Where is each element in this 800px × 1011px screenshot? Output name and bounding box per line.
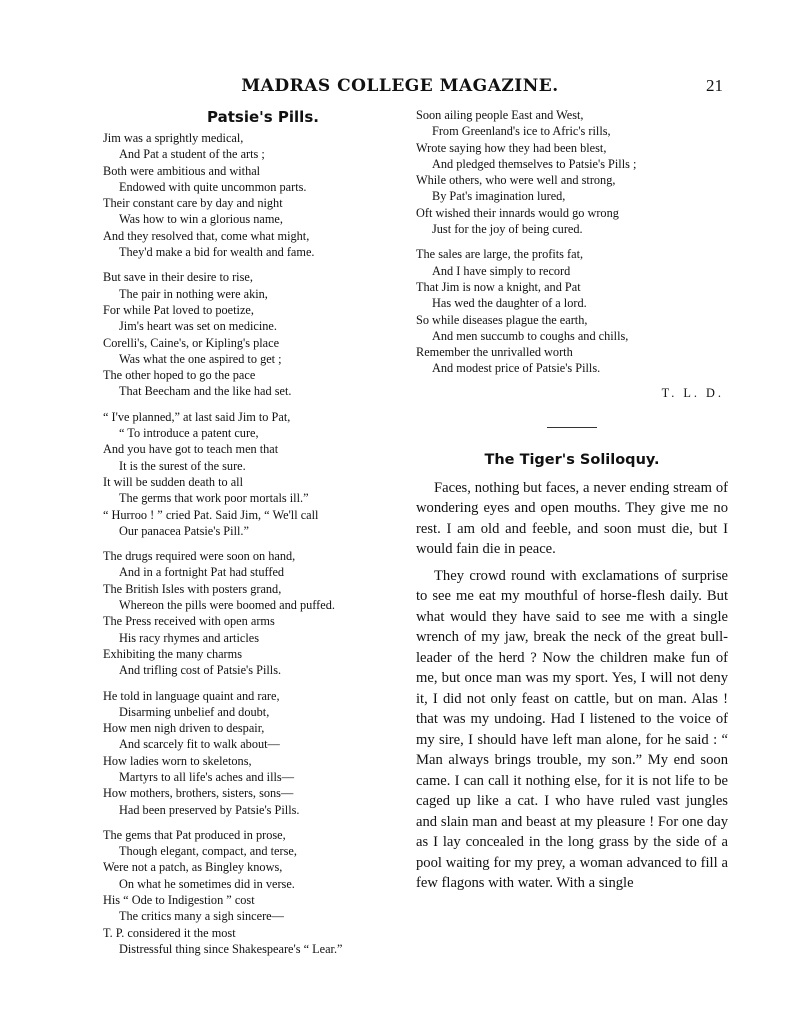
poem-line: That Beecham and the like had set. <box>119 384 292 399</box>
poem-line: Their constant care by day and night <box>103 196 283 211</box>
poem-line: His “ Ode to Indigestion ” cost <box>103 893 255 908</box>
poem-line: His racy rhymes and articles <box>119 630 259 645</box>
poem-line: Martyrs to all life's aches and ills— <box>119 769 295 784</box>
poem-line: By Pat's imagination lured, <box>432 189 566 204</box>
poem-line: How mothers, brothers, sisters, sons— <box>103 786 294 801</box>
poem-line: And Pat a student of the arts ; <box>119 147 265 162</box>
poem-stanzas-continued <box>416 107 728 377</box>
poem-signature: T. L. D. <box>661 385 724 400</box>
poem-line: “ To introduce a patent cure, <box>119 426 259 441</box>
page-header-title: MADRAS COLLEGE MAGAZINE. <box>241 76 559 96</box>
prose-paragraph: They crowd round with exclamations of surprise to see me eat my mouthful of horse-flesh daily. But what would they have said to see me with a single wrench of my jaw, break the neck of the great bull-leader of the herd ? Now the children make fun of me, but once man was my sport. Yes, I will not deny it, I did not only feast on cattle, but on man. Alas ! that was my undoing. Had I listened to the voice of my sire, I should have left man alone, for he said : “ Man always brings trouble, my son.” My end soon came. I can call it nothing else, for it is not life to be caged up like a cat. I who have ruled vast jungles and slain man and beast at my pleasure ! For one day as I lay concealed in the long grass by the side of a pool waiting for my prey, a woman advanced to fill a few flagons with water. With a single <box>416 567 728 892</box>
poem-line: Were not a patch, as Bingley knows, <box>103 860 283 875</box>
poem-line: T. P. considered it the most <box>103 925 236 940</box>
poem-line: For while Pat loved to poetize, <box>103 302 254 317</box>
poem-line: Soon ailing people East and West, <box>416 108 584 122</box>
prose-body <box>416 478 728 894</box>
poem-line: Had been preserved by Patsie's Pills. <box>119 802 300 817</box>
left-column <box>103 108 403 966</box>
poem-line: Exhibiting the many charms <box>103 646 242 661</box>
poem-line: And they resolved that, come what might, <box>103 228 310 243</box>
poem-stanza <box>103 827 403 957</box>
poem-line: “ Hurroo ! ” cried Pat. Said Jim, “ We'll call <box>103 507 319 522</box>
poem-line: Disarming unbelief and doubt, <box>119 704 270 719</box>
poem-line: He told in language quaint and rare, <box>103 688 280 703</box>
poem-stanza <box>103 409 403 539</box>
poem-line: The pair in nothing were akin, <box>119 286 268 301</box>
poem-line: But save in their desire to rise, <box>103 270 253 285</box>
poem-line: The Press received with open arms <box>103 614 275 629</box>
poem-title: Patsie's Pills. <box>207 108 319 126</box>
poem-line: The gems that Pat produced in prose, <box>103 827 286 842</box>
poem-line: It will be sudden death to all <box>103 474 244 489</box>
poem-line: From Greenland's ice to Afric's rills, <box>432 124 611 139</box>
poem-stanzas <box>103 130 403 957</box>
poem-line: It is the surest of the sure. <box>119 458 246 473</box>
poem-line: So while diseases plague the earth, <box>416 312 588 327</box>
poem-line: And trifling cost of Patsie's Pills. <box>119 663 282 678</box>
poem-line: “ I've planned,” at last said Jim to Pat, <box>103 409 291 424</box>
poem-line: The critics many a sigh sincere— <box>119 909 284 924</box>
poem-line: Has wed the daughter of a lord. <box>432 296 587 311</box>
poem-line: Just for the joy of being cured. <box>432 222 583 237</box>
poem-line: How men nigh driven to despair, <box>103 721 265 736</box>
poem-line: The British Isles with posters grand, <box>103 581 282 596</box>
poem-stanza <box>416 246 728 376</box>
poem-line: And in a fortnight Pat had stuffed <box>119 565 285 580</box>
poem-line: They'd make a bid for wealth and fame. <box>119 245 315 260</box>
prose-title: The Tiger's Soliloquy. <box>484 451 660 468</box>
poem-line: On what he sometimes did in verse. <box>119 876 295 891</box>
poem-line: Was how to win a glorious name, <box>119 212 283 227</box>
poem-line: Endowed with quite uncommon parts. <box>119 179 307 194</box>
poem-line: Wrote saying how they had been blest, <box>416 140 607 155</box>
right-column <box>416 107 728 900</box>
poem-stanza <box>416 107 728 237</box>
poem-line: And I have simply to record <box>432 263 571 278</box>
poem-line: And pledged themselves to Patsie's Pills ; <box>432 156 637 171</box>
poem-line: Whereon the pills were boomed and puffed. <box>119 598 335 613</box>
poem-line: While others, who were well and strong, <box>416 173 616 188</box>
poem-line: The other hoped to go the pace <box>103 368 256 383</box>
poem-line: Remember the unrivalled worth <box>416 345 573 360</box>
poem-line: Both were ambitious and withal <box>103 163 261 178</box>
poem-stanza <box>103 269 403 399</box>
poem-line: Oft wished their innards would go wrong <box>416 205 619 220</box>
poem-line: How ladies worn to skeletons, <box>103 753 252 768</box>
poem-line: Our panacea Patsie's Pill.” <box>119 523 249 538</box>
poem-line: Jim's heart was set on medicine. <box>119 319 277 334</box>
poem-line: That Jim is now a knight, and Pat <box>416 279 581 294</box>
poem-line: Jim was a sprightly medical, <box>103 131 244 145</box>
poem-line: Was what the one aspired to get ; <box>119 351 282 366</box>
poem-line: Though elegant, compact, and terse, <box>119 844 297 859</box>
poem-stanza <box>103 688 403 818</box>
poem-line: And you have got to teach men that <box>103 442 279 457</box>
poem-stanza <box>103 548 403 678</box>
poem-line: And modest price of Patsie's Pills. <box>432 361 601 376</box>
poem-line: And men succumb to coughs and chills, <box>432 328 629 343</box>
poem-line: Distressful thing since Shakespeare's “ Lear.” <box>119 941 343 956</box>
poem-stanza <box>103 130 403 260</box>
poem-line: Corelli's, Caine's, or Kipling's place <box>103 335 280 350</box>
page-number: 21 <box>706 76 723 95</box>
poem-line: The germs that work poor mortals ill.” <box>119 491 309 506</box>
poem-line: The drugs required were soon on hand, <box>103 549 296 564</box>
poem-line: The sales are large, the profits fat, <box>416 247 584 262</box>
prose-paragraph: Faces, nothing but faces, a never ending stream of wondering eyes and open mouths. They give me no rest. I am old and feeble, and soon must die, but I would fain die in peace. <box>416 479 728 558</box>
poem-line: And scarcely fit to walk about— <box>119 737 280 752</box>
section-divider <box>547 427 597 428</box>
